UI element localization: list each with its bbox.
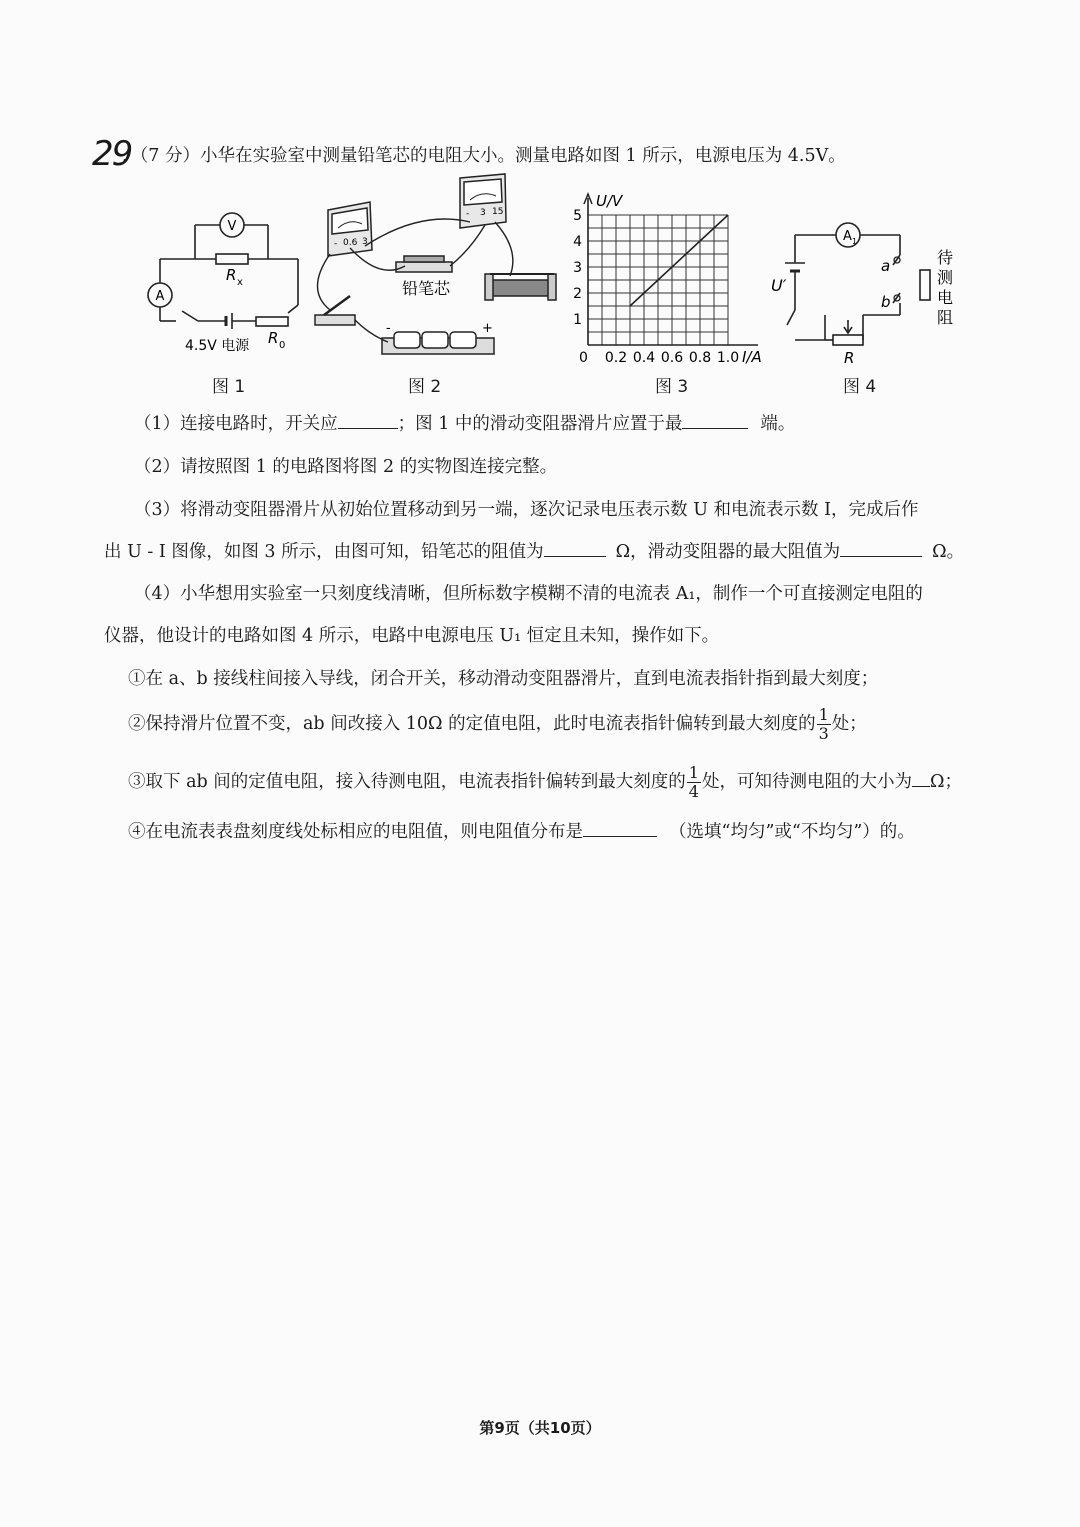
question-intro: ．（7 分）小华在实验室中测量铅笔芯的电阻大小。测量电路如图 1 所示，电源电压为 4.5V。 (122, 146, 846, 166)
fig1-ammeter-label: A (155, 289, 165, 304)
answer-blank-rheostat-max[interactable] (840, 539, 922, 557)
fig4-rheostat-label: R (844, 349, 855, 367)
fig4-unknown-char-2: 测 (937, 268, 954, 287)
chart-x-tick-label: 0.6 (660, 350, 684, 366)
part-1-text-c: 端。 (760, 414, 796, 434)
fig1-caption: 图 1 (212, 377, 246, 397)
fig2-battery-plus: + (482, 321, 493, 336)
fig4-source-label: U′ (771, 276, 787, 295)
fig1-rx-sub: x (237, 277, 243, 288)
figure-3-ui-chart (570, 190, 780, 370)
chart-y-tick-label: 1 (573, 312, 582, 328)
chart-x-tick-label: 0.8 (688, 350, 712, 366)
step-3-text-b: 处，可知待测电阻的大小为 (701, 772, 912, 792)
fig3-caption: 图 3 (655, 377, 689, 397)
fig1-voltmeter-label: V (227, 219, 237, 234)
fig4-ammeter-sub: 1 (852, 237, 858, 246)
fig2-ammeter-scale-06: 0.6 (343, 238, 358, 248)
figure-1-circuit (140, 205, 310, 360)
fig2-caption: 图 2 (408, 377, 442, 397)
step-2-line (128, 706, 867, 743)
part-3-line-1: （3）将滑动变阻器滑片从初始位置移动到另一端，逐次记录电压表示数 U 和电流表示数 I，完成后作 (134, 500, 919, 520)
step-1-line: ①在 a、b 接线柱间接入导线，闭合开关，移动滑动变阻器滑片，直到电流表指针指到最大刻度； (128, 669, 879, 689)
fraction-one-quarter (687, 764, 701, 801)
fig2-pencil-label: 铅笔芯 (402, 279, 451, 298)
page-footer: 第9页（共10页） (479, 1419, 601, 1437)
step-3-line (128, 764, 962, 801)
fig1-source-label: 4.5V 电源 (185, 338, 250, 354)
fig4-unknown-char-1: 待 (937, 248, 954, 267)
chart-x-tick-label: 0.4 (632, 350, 656, 366)
fig4-caption: 图 4 (843, 377, 877, 397)
figure-4-circuit (765, 215, 965, 370)
fig4-terminal-b: b (881, 293, 891, 311)
chart-x-tick-label: 1.0 (716, 350, 740, 366)
answer-blank-distribution[interactable] (583, 819, 657, 837)
answer-blank-slider-end[interactable] (682, 411, 748, 429)
part-1-text-a: （1）连接电路时，开关应 (134, 414, 338, 434)
chart-series-line (630, 215, 728, 306)
fig2-voltmeter-scale-3: 3 (480, 208, 486, 218)
chart-y-tick-label: 4 (573, 234, 582, 250)
chart-y-axis-label: U/V (596, 192, 623, 210)
fig2-battery-minus: - (386, 321, 391, 336)
fig2-voltmeter-scale-neg: - (466, 209, 470, 219)
step-4-line (128, 818, 915, 843)
part-3-text-d: Ω。 (932, 542, 965, 562)
part-1-line (134, 410, 795, 435)
chart-origin-label: 0 (579, 350, 588, 366)
question-number: 29 (92, 134, 132, 174)
fig4-ammeter-label: A (843, 229, 852, 244)
step-3-text-a: ③取下 ab 间的定值电阻，接入待测电阻，电流表指针偏转到最大刻度的 (128, 772, 686, 792)
step-2-text-a: ②保持滑片位置不变，ab 间改接入 10Ω 的定值电阻，此时电流表指针偏转到最大刻度的 (128, 714, 816, 734)
step-4-text-b: （选填“均匀”或“不均匀”）的。 (669, 822, 915, 842)
fraction-one-third (817, 706, 831, 743)
step-2-text-b: 处； (831, 714, 867, 734)
fig4-unknown-char-4: 阻 (937, 308, 954, 327)
fig4-terminal-a: a (881, 257, 891, 275)
chart-x-tick-label: 0.2 (604, 350, 628, 366)
chart-x-axis-label: I/A (742, 348, 762, 366)
fig1-rx-label: R (226, 266, 237, 284)
answer-blank-switch[interactable] (338, 411, 398, 429)
part-2-line: （2）请按照图 1 的电路图将图 2 的实物图连接完整。 (134, 457, 558, 477)
fraction-numerator: 1 (688, 763, 699, 782)
fraction-denominator: 3 (818, 724, 829, 743)
part-1-text-b: ；图 1 中的滑动变阻器滑片应置于最 (397, 414, 683, 434)
part-3-text-b: 出 U - I 图像，如图 3 所示，由图可知，铅笔芯的阻值为 (104, 542, 544, 562)
part-4-line-1: （4）小华想用实验室一只刻度线清晰，但所标数字模糊不清的电流表 A₁，制作一个可直接测定电阻的 (134, 584, 923, 604)
fig2-voltmeter-scale-15: 15 (492, 207, 504, 217)
chart-y-tick-label: 3 (573, 260, 582, 276)
fig1-r0-sub: 0 (279, 340, 286, 351)
step-3-text-c: Ω； (929, 772, 962, 792)
fraction-denominator: 4 (688, 782, 699, 801)
part-3-line-2 (104, 538, 964, 563)
fig1-r0-label: R (268, 329, 279, 347)
fig2-ammeter-scale-neg: - (334, 239, 338, 249)
fig2-ammeter-scale-3: 3 (362, 237, 368, 247)
answer-blank-unknown-resistance[interactable] (912, 769, 930, 787)
part-4-line-2: 仪器，他设计的电路如图 4 所示，电路中电源电压 U₁ 恒定且未知，操作如下。 (104, 626, 720, 646)
fraction-numerator: 1 (818, 705, 829, 724)
fig4-unknown-char-3: 电 (937, 288, 954, 307)
answer-blank-pencil-resistance[interactable] (544, 539, 606, 557)
part-3-text-c: Ω，滑动变阻器的最大阻值为 (615, 542, 841, 562)
figure-2-apparatus (310, 170, 560, 365)
step-4-text-a: ④在电流表表盘刻度线处标相应的电阻值，则电阻值分布是 (128, 822, 583, 842)
chart-y-tick-label: 5 (573, 208, 582, 224)
chart-y-tick-label: 2 (573, 286, 582, 302)
